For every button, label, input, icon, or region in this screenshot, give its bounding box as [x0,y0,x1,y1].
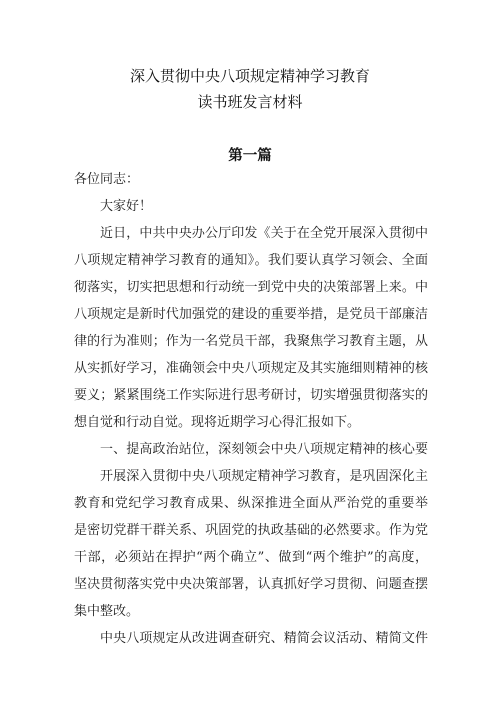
paragraph-1-line: 八项规定精神学习教育的通知》。我们要认真学习领会、全面 [74,253,428,268]
subheading-1: 一、提高政治站位，深刻领会中央八项规定精神的核心要 [100,442,428,457]
document-subtitle: 读书班发言材料 [197,93,303,111]
paragraph-2-line: 教育和党纪学习教育成果、纵深推进全面从严治党的重要举 [74,496,428,511]
paragraph-2-line: 坚决贯彻落实党中央决策部署，认真抓好学习贯彻、问题查摆 [74,577,428,592]
paragraph-1-line: 要义；紧紧围绕工作实际进行思考研讨，切实增强贯彻落实的 [74,388,428,403]
paragraph-2-line: 是密切党群干群关系、巩固党的执政基础的必然要求。作为党 [74,523,428,538]
paragraph-1-line: 近日，中共中央办公厅印发《关于在全党开展深入贯彻中 [100,226,428,241]
document-title: 深入贯彻中央八项规定精神学习教育 [129,67,370,85]
paragraph-2-line: 开展深入贯彻中央八项规定精神学习教育，是巩固深化主 [100,469,428,484]
paragraph-2-line: 干部，必须站在捍护“两个确立”、做到“两个维护”的高度， [74,550,428,565]
salutation: 各位同志： [74,172,140,187]
paragraph-3-line: 中央八项规定从改进调查研究、精简会议活动、精简文件 [100,631,428,646]
paragraph-1-line: 从实抓好学习，准确领会中央八项规定及其实施细则精神的核 [74,361,428,376]
paragraph-2-line: 集中整改。 [74,604,140,619]
section-heading: 第一篇 [228,148,272,164]
paragraph-1-line: 律的行为准则；作为一名党员干部，我聚焦学习教育主题，从 [74,334,428,349]
paragraph-1-line: 想自觉和行动自觉。现将近期学习心得汇报如下。 [74,415,361,430]
greeting: 大家好！ [100,199,153,214]
paragraph-1-line: 八项规定是新时代加强党的建设的重要举措，是党员干部廉洁 [74,307,428,322]
paragraph-1-line: 彻落实，切实把思想和行动统一到党中央的决策部署上来。中 [74,280,428,295]
